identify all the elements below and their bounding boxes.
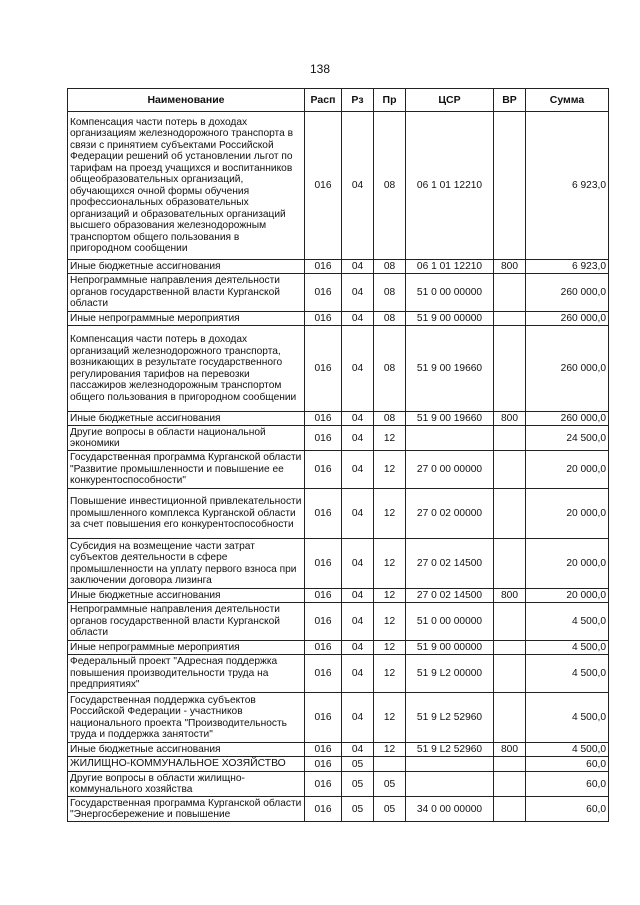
cell-name: Иные бюджетные ассигнования <box>68 743 305 757</box>
cell-rz: 05 <box>342 797 374 822</box>
cell-name: Другие вопросы в области национальной экономики <box>68 426 305 451</box>
cell-vr <box>494 326 526 412</box>
cell-csr: 51 9 00 00000 <box>406 641 494 655</box>
cell-sum: 60,0 <box>526 797 609 822</box>
cell-rz: 04 <box>342 451 374 489</box>
cell-rz: 04 <box>342 603 374 641</box>
cell-pr: 08 <box>374 260 406 274</box>
cell-csr <box>406 772 494 797</box>
cell-vr <box>494 112 526 260</box>
cell-csr <box>406 426 494 451</box>
cell-rz: 04 <box>342 539 374 589</box>
cell-pr: 08 <box>374 112 406 260</box>
cell-csr: 51 9 00 19660 <box>406 326 494 412</box>
cell-pr: 08 <box>374 312 406 326</box>
header-pr: Пр <box>374 89 406 112</box>
cell-vr <box>494 797 526 822</box>
table-row <box>68 539 609 589</box>
cell-name: Иные непрограммные мероприятия <box>68 641 305 655</box>
cell-sum: 4 500,0 <box>526 641 609 655</box>
cell-vr: 800 <box>494 260 526 274</box>
cell-rasp: 016 <box>305 539 342 589</box>
cell-csr: 51 9 L2 00000 <box>406 655 494 693</box>
cell-vr <box>494 489 526 539</box>
cell-vr: 800 <box>494 743 526 757</box>
header-csr: ЦСР <box>406 89 494 112</box>
cell-vr <box>494 693 526 743</box>
cell-rz: 04 <box>342 112 374 260</box>
header-vr: ВР <box>494 89 526 112</box>
cell-name: Иные непрограммные мероприятия <box>68 312 305 326</box>
cell-rasp: 016 <box>305 112 342 260</box>
cell-pr: 08 <box>374 326 406 412</box>
cell-csr: 51 0 00 00000 <box>406 274 494 312</box>
cell-name: Субсидия на возмещение части затрат субъектов деятельности в сфере промышленности на уплату первого взноса при заключении договора лизинга <box>68 539 305 589</box>
cell-rasp: 016 <box>305 743 342 757</box>
cell-name: Компенсация части потерь в доходах организациям железнодорожного транспорта в связи с принятием субъектами Российской Федерации решений об установлении льгот по тарифам на проезд учащихся и воспитанников общеобразовательных организаций, обучающихся очной формы обучения профессиональных образовательных организаций и образовательных организаций высшего образования железнодорожным транспортом общего пользования в пригородном сообщении <box>68 112 305 260</box>
cell-pr: 12 <box>374 693 406 743</box>
cell-pr: 05 <box>374 772 406 797</box>
cell-rz: 04 <box>342 312 374 326</box>
cell-csr: 27 0 00 00000 <box>406 451 494 489</box>
cell-pr: 12 <box>374 589 406 603</box>
cell-rz: 04 <box>342 641 374 655</box>
cell-rasp: 016 <box>305 641 342 655</box>
cell-vr <box>494 451 526 489</box>
cell-sum: 260 000,0 <box>526 274 609 312</box>
cell-pr: 12 <box>374 641 406 655</box>
cell-pr: 12 <box>374 743 406 757</box>
cell-rz: 04 <box>342 743 374 757</box>
header-rasp: Расп <box>305 89 342 112</box>
header-sum: Сумма <box>526 89 609 112</box>
cell-sum: 20 000,0 <box>526 489 609 539</box>
cell-rasp: 016 <box>305 274 342 312</box>
cell-pr: 08 <box>374 412 406 426</box>
cell-rasp: 016 <box>305 589 342 603</box>
cell-sum: 4 500,0 <box>526 655 609 693</box>
cell-name: Другие вопросы в области жилищно-коммунального хозяйства <box>68 772 305 797</box>
header-rz: Рз <box>342 89 374 112</box>
cell-rasp: 016 <box>305 260 342 274</box>
budget-table <box>67 88 609 822</box>
cell-rz: 04 <box>342 274 374 312</box>
cell-rz: 04 <box>342 426 374 451</box>
cell-rasp: 016 <box>305 426 342 451</box>
cell-vr <box>494 274 526 312</box>
cell-vr <box>494 655 526 693</box>
cell-rz: 05 <box>342 757 374 772</box>
table-row <box>68 312 609 326</box>
cell-rz: 04 <box>342 489 374 539</box>
cell-vr <box>494 772 526 797</box>
cell-pr: 12 <box>374 489 406 539</box>
cell-sum: 20 000,0 <box>526 451 609 489</box>
cell-rasp: 016 <box>305 693 342 743</box>
cell-rasp: 016 <box>305 772 342 797</box>
table-header-row <box>68 89 609 112</box>
cell-rasp: 016 <box>305 797 342 822</box>
header-name: Наименование <box>68 89 305 112</box>
table-row <box>68 426 609 451</box>
table-row <box>68 655 609 693</box>
cell-sum: 260 000,0 <box>526 326 609 412</box>
table-row <box>68 603 609 641</box>
cell-vr <box>494 539 526 589</box>
cell-sum: 4 500,0 <box>526 603 609 641</box>
cell-rz: 05 <box>342 772 374 797</box>
cell-name: Иные бюджетные ассигнования <box>68 412 305 426</box>
cell-pr: 12 <box>374 539 406 589</box>
cell-rasp: 016 <box>305 757 342 772</box>
cell-pr: 12 <box>374 426 406 451</box>
table-row <box>68 743 609 757</box>
table-body <box>68 112 609 822</box>
cell-name: Иные бюджетные ассигнования <box>68 589 305 603</box>
cell-sum: 6 923,0 <box>526 112 609 260</box>
cell-sum: 4 500,0 <box>526 743 609 757</box>
table-row <box>68 260 609 274</box>
cell-csr: 27 0 02 14500 <box>406 539 494 589</box>
cell-rasp: 016 <box>305 451 342 489</box>
cell-vr: 800 <box>494 412 526 426</box>
table-row <box>68 274 609 312</box>
cell-rasp: 016 <box>305 312 342 326</box>
cell-pr: 12 <box>374 655 406 693</box>
cell-pr: 12 <box>374 451 406 489</box>
cell-csr: 27 0 02 00000 <box>406 489 494 539</box>
cell-csr: 06 1 01 12210 <box>406 112 494 260</box>
cell-pr: 12 <box>374 603 406 641</box>
cell-csr: 06 1 01 12210 <box>406 260 494 274</box>
cell-rz: 04 <box>342 655 374 693</box>
table-row <box>68 412 609 426</box>
cell-rasp: 016 <box>305 655 342 693</box>
cell-vr <box>494 426 526 451</box>
cell-vr <box>494 312 526 326</box>
cell-rz: 04 <box>342 412 374 426</box>
cell-sum: 260 000,0 <box>526 312 609 326</box>
cell-name: Государственная поддержка субъектов Российской Федерации - участников национального проекта "Производительность труда и поддержка занятости" <box>68 693 305 743</box>
cell-pr: 05 <box>374 797 406 822</box>
cell-pr: 08 <box>374 274 406 312</box>
cell-rasp: 016 <box>305 489 342 539</box>
cell-sum: 20 000,0 <box>526 539 609 589</box>
cell-csr: 51 9 00 00000 <box>406 312 494 326</box>
cell-sum: 4 500,0 <box>526 693 609 743</box>
cell-sum: 20 000,0 <box>526 589 609 603</box>
cell-csr <box>406 757 494 772</box>
table-row <box>68 589 609 603</box>
table-row <box>68 112 609 260</box>
cell-csr: 51 0 00 00000 <box>406 603 494 641</box>
table-row <box>68 693 609 743</box>
table-row <box>68 326 609 412</box>
cell-sum: 60,0 <box>526 772 609 797</box>
cell-name: Иные бюджетные ассигнования <box>68 260 305 274</box>
table-row <box>68 641 609 655</box>
cell-rasp: 016 <box>305 603 342 641</box>
cell-name: ЖИЛИЩНО-КОММУНАЛЬНОЕ ХОЗЯЙСТВО <box>68 757 305 772</box>
table-row <box>68 797 609 822</box>
cell-rz: 04 <box>342 260 374 274</box>
cell-csr: 51 9 L2 52960 <box>406 743 494 757</box>
cell-csr: 27 0 02 14500 <box>406 589 494 603</box>
table-row <box>68 451 609 489</box>
cell-rasp: 016 <box>305 326 342 412</box>
cell-vr <box>494 603 526 641</box>
cell-name: Компенсация части потерь в доходах организаций железнодорожного транспорта, возникающих в результате государственного регулирования тарифов на перевозки пассажиров железнодорожным транспортом общего пользования в пригородном сообщении <box>68 326 305 412</box>
table-row <box>68 772 609 797</box>
cell-name: Непрограммные направления деятельности органов государственной власти Курганской области <box>68 603 305 641</box>
cell-vr: 800 <box>494 589 526 603</box>
cell-vr <box>494 641 526 655</box>
table-row <box>68 757 609 772</box>
cell-name: Государственная программа Курганской области "Развитие промышленности и повышение ее конкурентоспособности" <box>68 451 305 489</box>
cell-csr: 51 9 L2 52960 <box>406 693 494 743</box>
cell-pr <box>374 757 406 772</box>
cell-rz: 04 <box>342 693 374 743</box>
cell-name: Государственная программа Курганской области "Энергосбережение и повышение <box>68 797 305 822</box>
cell-name: Непрограммные направления деятельности органов государственной власти Курганской области <box>68 274 305 312</box>
cell-csr: 51 9 00 19660 <box>406 412 494 426</box>
cell-sum: 6 923,0 <box>526 260 609 274</box>
cell-rz: 04 <box>342 326 374 412</box>
page-number: 138 <box>309 62 331 76</box>
cell-csr: 34 0 00 00000 <box>406 797 494 822</box>
cell-rasp: 016 <box>305 412 342 426</box>
cell-rz: 04 <box>342 589 374 603</box>
cell-sum: 260 000,0 <box>526 412 609 426</box>
cell-sum: 24 500,0 <box>526 426 609 451</box>
cell-vr <box>494 757 526 772</box>
cell-sum: 60,0 <box>526 757 609 772</box>
table-row <box>68 489 609 539</box>
cell-name: Повышение инвестиционной привлекательности промышленного комплекса Курганской области за счет повышения его конкурентоспособности <box>68 489 305 539</box>
cell-name: Федеральный проект "Адресная поддержка повышения производительности труда на предприятиях" <box>68 655 305 693</box>
